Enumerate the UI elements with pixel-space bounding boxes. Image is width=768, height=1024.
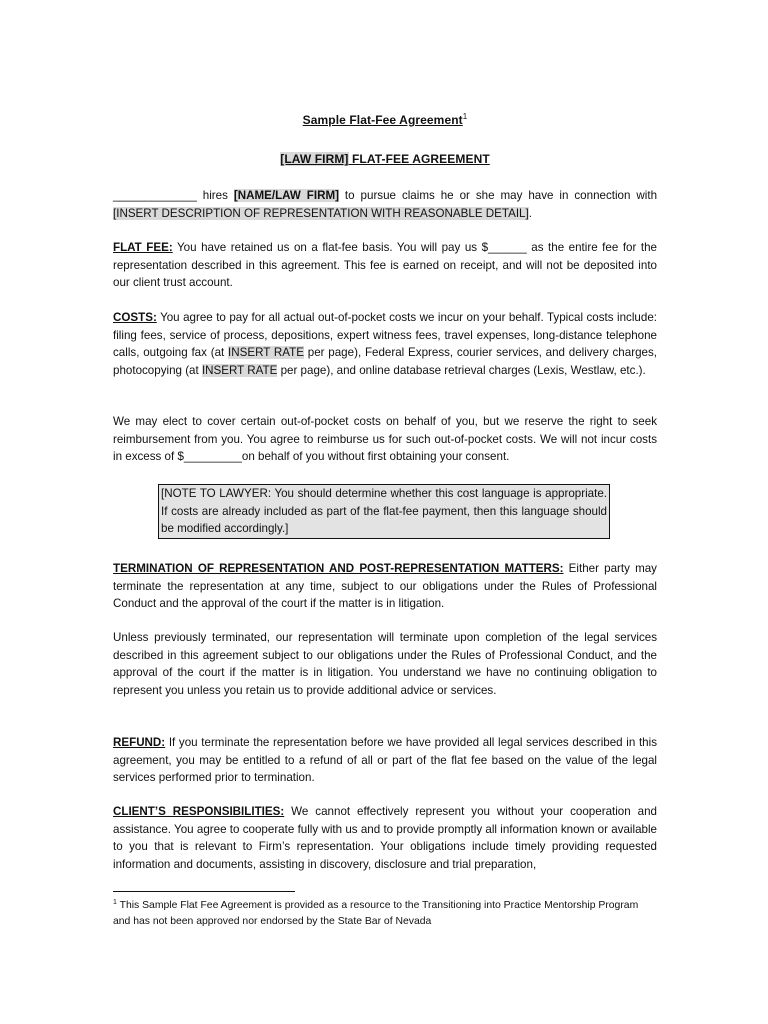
intro-text-1: hires	[196, 189, 234, 202]
costs-cover-paragraph	[113, 413, 657, 466]
footnote	[113, 898, 653, 929]
cost-limit-blank: _________	[183, 450, 242, 463]
note-to-lawyer: [NOTE TO LAWYER: You should determine whether this cost language is appropriate. If costs are already included as part of the flat-fee payment, then this language should be modified accordingly.]	[158, 484, 610, 539]
title-text: Sample Flat-Fee Agreement	[302, 113, 463, 127]
fee-amount-blank: ______	[488, 241, 527, 254]
fax-rate-placeholder: INSERT RATE	[228, 346, 304, 359]
flat-fee-heading: FLAT FEE:	[113, 241, 173, 254]
subtitle-text: FLAT-FEE AGREEMENT	[348, 152, 490, 166]
intro-paragraph	[113, 187, 657, 222]
name-placeholder: [NAME/LAW FIRM]	[233, 189, 339, 202]
unless-paragraph: Unless previously terminated, our representation will terminate upon completion of the legal services described in this agreement subject to our obligations under the Rules of Professional Conduct, and the approval of the court if the matter is in litigation. You understand we have no continuing obligation to represent you unless you retain us to provide additional advice or services.	[113, 631, 657, 697]
refund-paragraph	[113, 734, 657, 787]
termination-text: Either party may terminate the representation at any time, subject to our obligations under the Rules of Professional Conduct and the approval of the court if the matter is in litigation.	[113, 562, 657, 610]
costs-cover-text-1: We may elect to cover certain out-of-pocket costs on behalf of you, but we reserve the right to seek reimbursement from you. You agree to reimburse us for such out-of-pocket costs. We will not incur costs in excess of $	[113, 415, 657, 463]
costs-text-2: per page), Federal Express, courier services, and delivery charges, photocopying (at	[113, 346, 657, 377]
refund-heading: REFUND:	[113, 736, 166, 749]
client-responsibilities-paragraph	[113, 803, 657, 873]
client-responsibilities-heading: CLIENT’S RESPONSIBILITIES:	[113, 805, 285, 818]
costs-text-3: per page), and online database retrieval charges (Lexis, Westlaw, etc.).	[277, 363, 646, 377]
costs-text-1: You agree to pay for all actual out-of-pocket costs we incur on your behalf. Typical costs include: filing fees, service of process, depositions, expert witness fees, travel expenses, long-distance telephone calls, outgoing fax (at	[113, 311, 657, 359]
agreement-subtitle	[113, 151, 657, 169]
footnote-mark: 1	[113, 899, 117, 906]
costs-paragraph	[113, 309, 657, 379]
flat-fee-text-2: as the entire fee for the representation described in this agreement. This fee is earned on receipt, and will not be deposited into our client trust account.	[113, 241, 657, 289]
photocopy-rate-placeholder: INSERT RATE	[201, 363, 278, 377]
client-name-blank: _____________	[113, 189, 197, 202]
description-placeholder: [INSERT DESCRIPTION OF REPRESENTATION WITH REASONABLE DETAIL]	[113, 206, 529, 220]
costs-heading: COSTS:	[113, 311, 157, 324]
footnote-text: This Sample Flat Fee Agreement is provided as a resource to the Transitioning into Practice Mentorship Program and has not been approved nor endorsed by the State Bar of Nevada	[113, 900, 639, 927]
flat-fee-text-1: You have retained us on a flat-fee basis. You will pay us $	[172, 241, 489, 254]
termination-heading: TERMINATION OF REPRESENTATION AND POST-REPRESENTATION MATTERS:	[113, 562, 564, 575]
law-firm-placeholder: [LAW FIRM]	[280, 152, 349, 166]
intro-text-3: .	[528, 206, 532, 220]
footnote-divider	[113, 891, 295, 892]
costs-cover-text-2: on behalf of you without first obtaining your consent.	[241, 450, 510, 463]
flat-fee-paragraph	[113, 239, 657, 292]
termination-paragraph	[113, 560, 657, 613]
client-responsibilities-text: We cannot effectively represent you without your cooperation and assistance. You agree to cooperate fully with us and to provide promptly all information known or available to you that is relevant to Firm’s representation. Your obligations include timely providing requested information and documents, assisting in discovery, disclosure and trial preparation,	[113, 805, 657, 871]
title-footnote-mark[interactable]: 1	[462, 112, 468, 121]
refund-text: If you terminate the representation before we have provided all legal services described in this agreement, you may be entitled to a refund of all or part of the flat fee based on the value of the legal services performed prior to termination.	[113, 736, 657, 784]
intro-text-2: to pursue claims he or she may have in connection with	[338, 189, 658, 202]
document-title	[113, 112, 657, 130]
